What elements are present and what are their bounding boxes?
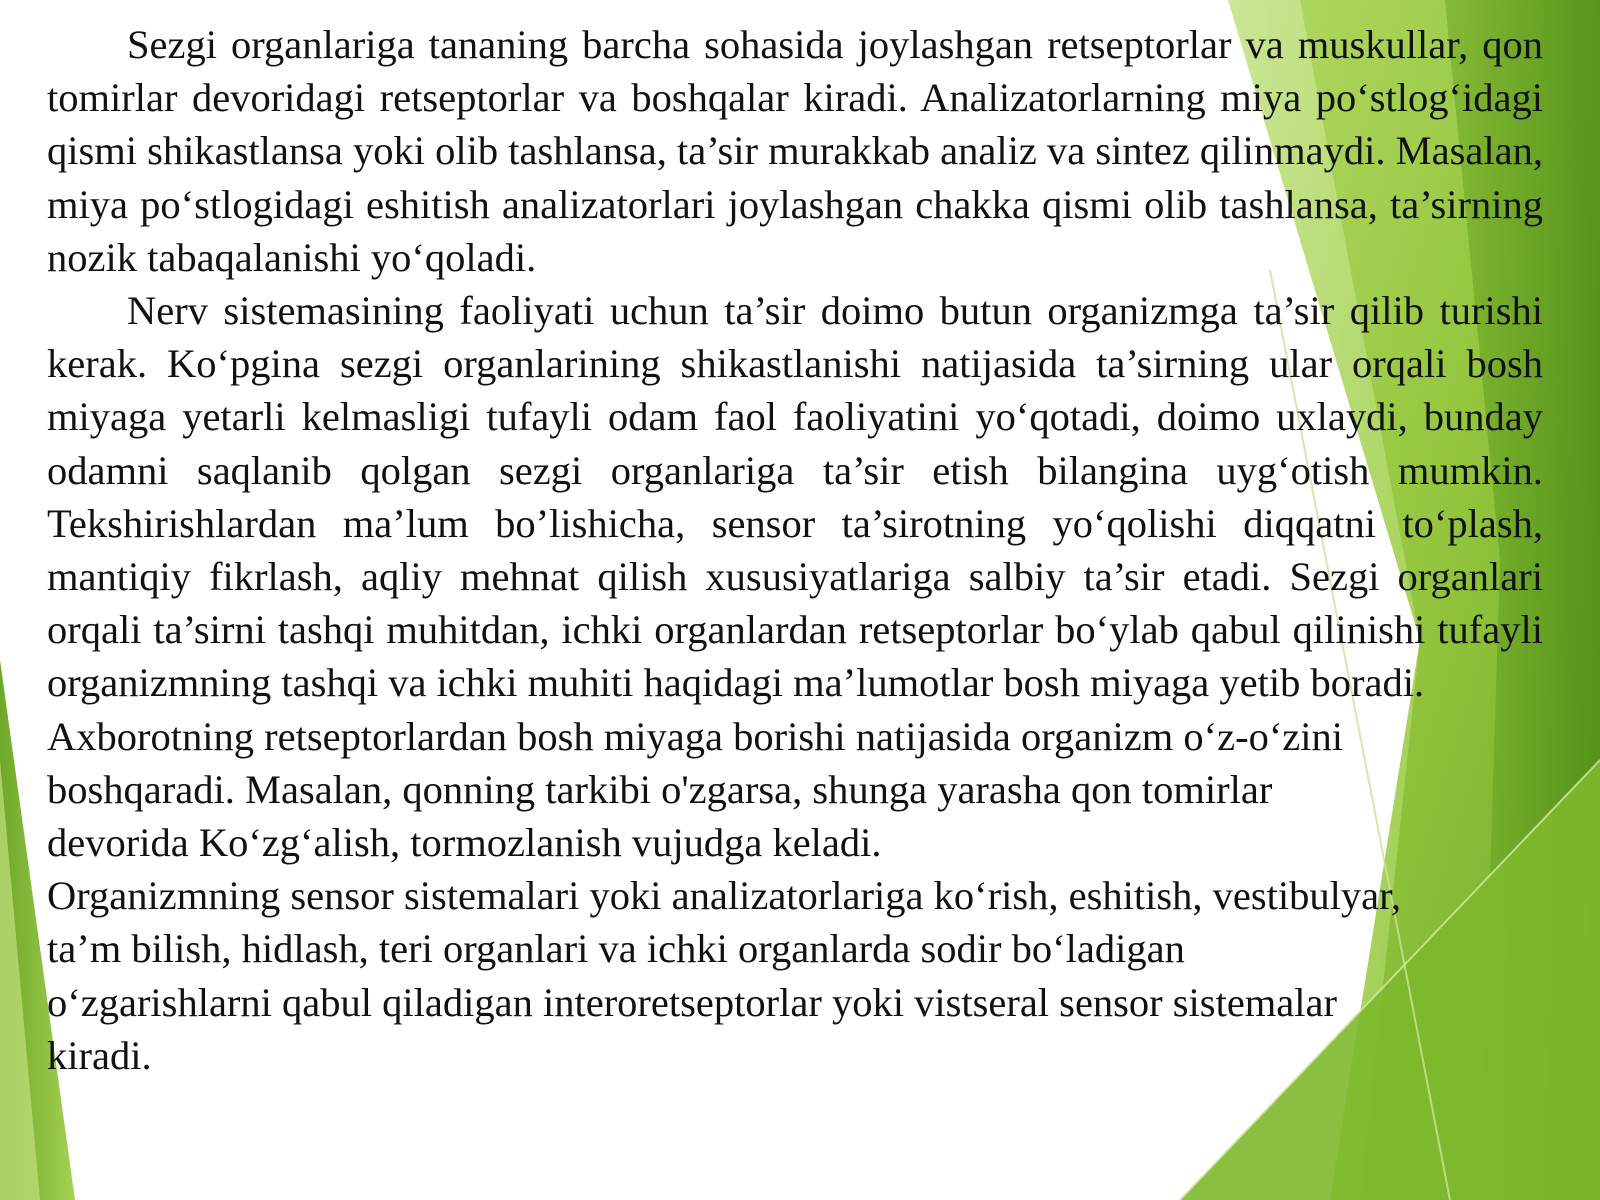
text-line: Organizmning sensor sistemalari yoki analizatorlariga ko‘rish, eshitish, vestibulyar, — [47, 873, 1402, 919]
body-text — [47, 18, 1543, 1082]
paragraph-4 — [47, 869, 1543, 1082]
text-line: devorida Ko‘zg‘alish, tormozlanish vujudga keladi. — [47, 820, 882, 866]
text-line: Axborotning retseptorlardan bosh miyaga borishi natijasida organizm o‘z-o‘zini — [47, 713, 1344, 759]
text-line: kiradi. — [47, 1032, 152, 1078]
paragraph-1: Sezgi organlariga tananing barcha sohasida joylashgan retseptorlar va muskullar, qon tomirlar devoridagi retseptorlar va boshqalar kiradi. Analizatorlarning miya po‘stlog‘idagi qismi shikastlansa yoki olib tashlansa, ta’sir murakkab analiz va sintez qilinmaydi. Masalan, miya po‘stlogidagi eshitish analizatorlari joylashgan chakka qismi olib tashlansa, ta’sirning nozik tabaqalanishi yo‘qoladi. — [47, 22, 1543, 280]
paragraph-2: Nerv sistemasining faoliyati uchun ta’sir doimo butun organizmga ta’sir qilib turishi kerak. Ko‘pgina sezgi organlarining shikastlanishi natijasida ta’sirning ular orqali bosh miyaga yetarli kelmasligi tufayli odam faol faoliyatini yo‘qotadi, doimo uxlaydi, bunday odamni saqlanib qolgan sezgi organlariga ta’sir etish bilangina uyg‘otish mumkin. Tekshirishlardan ma’lum bo’lishicha, sensor ta’sirotning yo‘qolishi diqqatni to‘plash, mantiqiy fikrlash, aqliy mehnat qilish xususiyatlariga salbiy ta’sir etadi. Sezgi organlari orqali ta’sirni tashqi muhitdan, ichki organlardan retseptorlar bo‘ylab qabul qilinishi tufayli organizmning tashqi va ichki muhiti haqidagi ma’lumotlar bosh miyaga yetib boradi. — [47, 288, 1543, 706]
paragraph-3 — [47, 710, 1543, 870]
text-line: ta’m bilish, hidlash, teri organlari va ichki organlarda sodir bo‘ladigan — [47, 926, 1185, 972]
text-line: o‘zgarishlarni qabul qiladigan interoretseptorlar yoki vistseral sensor sistemalar — [47, 979, 1337, 1025]
text-line: boshqaradi. Masalan, qonning tarkibi o'zgarsa, shunga yarasha qon tomirlar — [47, 766, 1273, 812]
